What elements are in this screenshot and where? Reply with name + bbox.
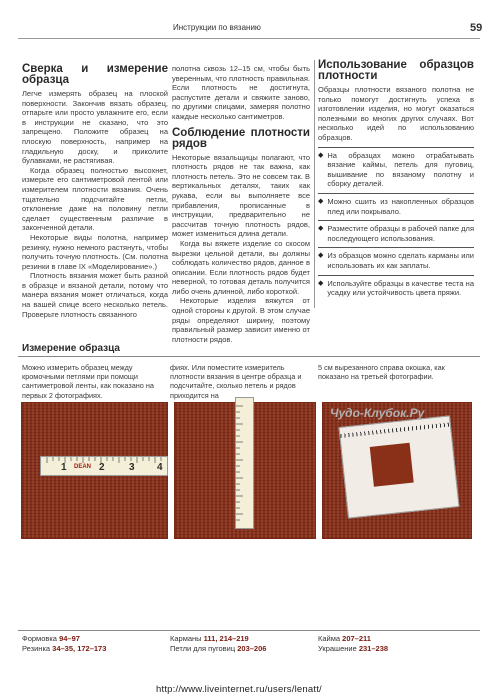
column-1 xyxy=(22,64,168,319)
sidebar-swatch-uses xyxy=(318,60,474,302)
footer-ref: Кайма 207–211 xyxy=(318,634,371,643)
watermark-logo: Чудо-Клубок.Ру xyxy=(330,406,425,420)
sidebar-item-text: Можно сшить из накопленных образцов плед или покрывало. xyxy=(327,196,474,216)
section-heading-row-gauge: Соблюдение плотности рядов xyxy=(172,126,310,150)
tape-number: 2 xyxy=(99,462,105,473)
sidebar-item xyxy=(318,247,474,274)
paragraph: Легче измерять образец на плоской поверхности. Закончив вязать образец, отпарьте или просто увлажните его, если в инструкции не сказано, что это запрещено. Положите образец на плоскую поверхность, например на гладильную доску, и приколите булавками, не растягивая. xyxy=(22,89,168,166)
footer-ref: Резинка 34–35, 172–173 xyxy=(22,644,107,653)
section-heading-gauge-check: Сверка и измерение образца xyxy=(22,63,168,86)
footer-col-3 xyxy=(318,634,468,654)
gauge-window xyxy=(370,443,414,487)
sidebar-item-text: Из образцов можно сделать карманы или использовать их как заплаты. xyxy=(327,251,474,270)
sidebar-divider xyxy=(314,60,315,308)
sidebar-item xyxy=(318,193,474,220)
paragraph: Когда образец полностью высохнет, измерьте его сантиметровой лентой или измерителем плотности вязания. Очень тщательно подсчитайте петли, отклонение даже на половину петли сделает существенным различие в законченной детали. xyxy=(22,165,168,233)
sidebar-item xyxy=(318,275,474,302)
bullet-icon: ◆ xyxy=(318,197,324,205)
sidebar-item-text: На образцах можно отрабатывать вязание каймы, петель для пуговиц, вышивание по вязаному полотну и сборку деталей. xyxy=(327,150,474,189)
sidebar-item xyxy=(318,147,474,193)
sidebar-heading: Использование образцов плотности xyxy=(318,59,474,82)
tape-brand: DEAN xyxy=(74,464,92,470)
footer-rule xyxy=(18,630,480,631)
running-header: Инструкции по вязанию xyxy=(173,23,261,32)
paragraph: Некоторые вязальщицы полагают, что плотность рядов не так важна, как плотность петель. Это не совсем так. В вертикальных деталях, таких как рукава, если вы выполняете все прибавления, прописанные в инструкции, предварительно не рассчитав точную плотность рядов, может измениться длина детали. xyxy=(172,152,310,239)
paragraph: полотна сквозь 12–15 см, чтобы быть уверенным, что плотность правильная. Если плотность не достигнута, распустите детали и свяжите заново, по другими спицами, замеряя полотно каждые несколько сантиметров. xyxy=(172,64,310,121)
header-rule xyxy=(18,38,480,39)
gauge-tool xyxy=(338,415,459,518)
column-2 xyxy=(172,64,310,344)
footer-ref: Петли для пуговиц 203–206 xyxy=(170,644,267,653)
paragraph: Плотность вязания может быть разной в образце и вязаной детали, потому что манера вязания может отличаться, когда на вашей спице всего несколько петель. Проверьте плотность связанного xyxy=(22,271,168,319)
bullet-icon: ◆ xyxy=(318,225,324,233)
sidebar-item xyxy=(318,220,474,247)
caption-1: Можно измерить образец между кромочными петлями при помощи сантиметровой ленты, как показано на первых 2 фотографиях. xyxy=(22,363,154,400)
measure-section-title: Измерение образца xyxy=(22,343,120,354)
photo-swatch-tape-horizontal xyxy=(21,402,168,539)
paragraph: Когда вы вяжете изделие со скосом вырезки цельной детали, вы должны соблюдать количество рядов, данное в описании. Если плотность рядов будет неверной, то готовая деталь получится либо очень длинной, либо короткой. xyxy=(172,238,310,296)
footer-ref: Карманы 111, 214–219 xyxy=(170,634,249,643)
photo-swatch-gauge-tool xyxy=(322,402,472,539)
tape-number: 1 xyxy=(61,462,67,473)
footer-ref: Формовка 94–97 xyxy=(22,634,80,643)
bullet-icon: ◆ xyxy=(318,252,324,260)
source-url[interactable]: http://www.liveinternet.ru/users/lenatt/ xyxy=(156,684,322,695)
bullet-icon: ◆ xyxy=(318,279,324,287)
footer-col-1 xyxy=(22,634,152,654)
page-number: 59 xyxy=(470,22,483,34)
sidebar-item-text: Разместите образцы в рабочей папке для последующего использования. xyxy=(327,224,474,243)
tape-number: 3 xyxy=(129,462,135,473)
tape-number: 4 xyxy=(157,462,163,473)
paragraph: Некоторые изделия вяжутся от одной стороны к другой. В этом случае ряды определяют ширину, поэтому правильный размер зависит именно от плотности рядов. xyxy=(172,296,310,344)
photo-swatch-tape-vertical xyxy=(174,402,316,539)
gauge-ruler xyxy=(340,422,450,437)
paragraph: Некоторые виды полотна, например резинку, нужно немного растянуть, чтобы получить точную плотность. (См. полотна резинки в главе IX «Моделирование».) xyxy=(22,232,168,271)
measuring-tape-vertical xyxy=(235,397,254,529)
bullet-icon: ◆ xyxy=(318,151,324,159)
footer-ref: Украшение 231–238 xyxy=(318,644,389,653)
footer-col-2 xyxy=(170,634,310,654)
caption-2: фиях. Или поместите измеритель плотности вязания в центре образца и подсчитайте, сколько петель и рядов приходится на xyxy=(170,363,302,400)
measuring-tape xyxy=(40,456,168,476)
section-rule xyxy=(18,356,480,357)
sidebar-item-text: Используйте образцы в качестве теста на усадку или устойчивость цвета пряжи. xyxy=(327,278,474,298)
caption-3: 5 см вырезанного справа окошка, как показано на третьей фотографии. xyxy=(318,363,445,382)
sidebar-intro: Образцы плотности вязаного полотна не только помогут достигнуть успеха в изготовлении изделия, но могут оказаться полезными во многих других случаях. Вот несколько идей по использованию образцов. xyxy=(318,85,474,142)
